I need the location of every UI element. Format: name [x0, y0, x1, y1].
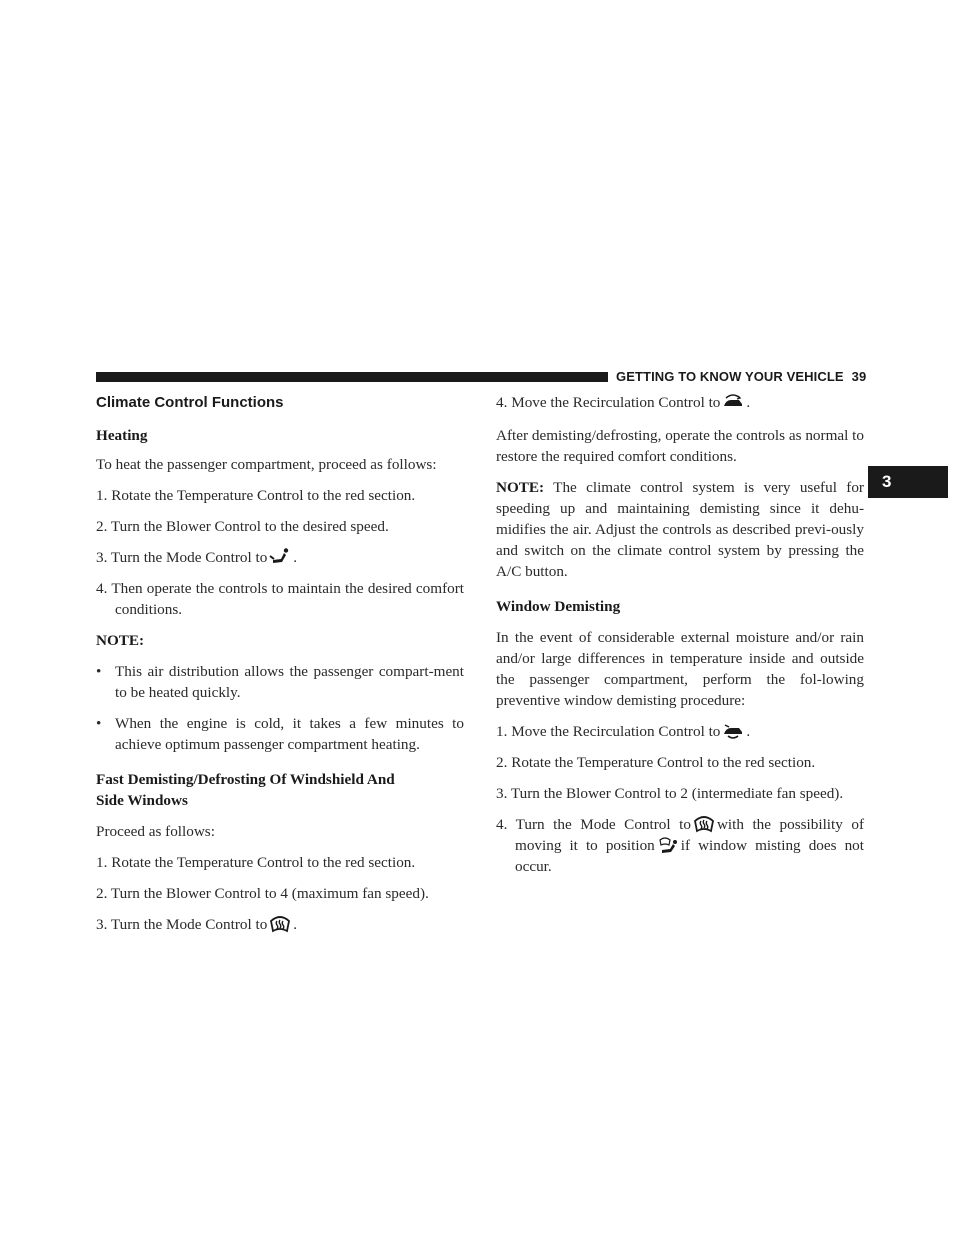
- fast-step-4: [496, 392, 864, 413]
- window-step-4-part-c: if window misting does not occur.: [515, 837, 865, 875]
- heating-title: Heating: [96, 427, 148, 444]
- window-step-4-part-a: 4. Turn the Mode Control to: [496, 816, 691, 833]
- right-column: [496, 392, 864, 887]
- right-note: [496, 477, 864, 582]
- fast-step-3-end: .: [293, 916, 298, 933]
- window-step-1: [496, 721, 864, 742]
- heating-step-2: 2. Turn the Blower Control to the desired speed.: [96, 518, 389, 535]
- heating-intro: To heat the passenger compartment, proceed as follows:: [96, 456, 437, 473]
- header-rule: [96, 372, 608, 382]
- window-step-4-part-b: with the possibility of moving it to position: [515, 816, 865, 854]
- mode-feet-icon: [269, 548, 291, 566]
- window-demisting-title: Window Demisting: [496, 598, 621, 615]
- heating-bullet-1-text: This air distribution allows the passenger compart-ment to be heated quickly.: [115, 663, 464, 701]
- fast-demisting-title: [96, 769, 464, 811]
- after-demisting-text: After demisting/defrosting, operate the controls as normal to restore the required comfort conditions.: [496, 427, 864, 465]
- heating-step-3-end: .: [293, 549, 298, 566]
- fast-title-line-1: Fast Demisting/Defrosting Of Windshield And: [96, 771, 395, 788]
- fast-step-1: 1. Rotate the Temperature Control to the red section.: [96, 854, 416, 871]
- window-step-1-text: 1. Move the Recirculation Control to: [496, 723, 721, 740]
- fast-step-4-end: .: [746, 394, 751, 411]
- fast-step-3-text: 3. Turn the Mode Control to: [96, 916, 268, 933]
- heating-step-4: 4. Then operate the controls to maintain the desired comfort conditions.: [96, 580, 464, 618]
- mode-defrost-icon: [693, 815, 715, 833]
- heating-step-1: 1. Rotate the Temperature Control to the red section.: [96, 487, 416, 504]
- window-step-4: [496, 814, 864, 877]
- fast-intro: Proceed as follows:: [96, 823, 215, 840]
- window-step-2: 2. Rotate the Temperature Control to the red section.: [496, 754, 816, 771]
- heating-bullet-2: • When the engine is cold, it takes a few minutes to achieve optimum passenger compartment heating.: [96, 715, 464, 753]
- fast-title-line-2: Side Windows: [96, 792, 188, 809]
- fast-step-4-text: 4. Move the Recirculation Control to: [496, 394, 721, 411]
- fast-step-3: [96, 914, 464, 935]
- heating-step-3: [96, 547, 464, 568]
- running-header: [616, 369, 866, 384]
- window-step-1-end: .: [746, 723, 751, 740]
- header-title: GETTING TO KNOW YOUR VEHICLE: [616, 369, 844, 384]
- recirculation-outside-air-icon: [722, 393, 744, 411]
- fast-step-2: 2. Turn the Blower Control to 4 (maximum fan speed).: [96, 885, 429, 902]
- recirculation-inside-air-icon: [722, 722, 744, 740]
- right-note-text: The climate control system is very useful for speeding up and maintaining demisting since it dehu-midifies the air. Adjust the controls as described previ-ously and switch on the climate control system by pressing the A/C button.: [496, 479, 864, 580]
- right-note-label: NOTE:: [496, 479, 545, 496]
- chapter-tab: 3: [868, 466, 948, 498]
- mode-defrost-icon: [269, 915, 291, 933]
- window-intro: In the event of considerable external moisture and/or rain and/or large differences in temperature inside and outside the passenger compartment, perform the fol-lowing preventive window demisting procedure:: [496, 629, 864, 709]
- section-title: Climate Control Functions: [96, 394, 284, 411]
- mode-feet-defrost-icon: [657, 836, 679, 854]
- left-column: [96, 392, 464, 945]
- heating-note-label: NOTE:: [96, 632, 145, 649]
- window-step-3: 3. Turn the Blower Control to 2 (intermediate fan speed).: [496, 785, 844, 802]
- heating-bullet-2-text: When the engine is cold, it takes a few minutes to achieve optimum passenger compartment heating.: [115, 715, 464, 753]
- page-number: 39: [851, 369, 867, 384]
- heating-step-3-text: 3. Turn the Mode Control to: [96, 549, 268, 566]
- heating-bullet-1: • This air distribution allows the passenger compart-ment to be heated quickly.: [96, 663, 464, 701]
